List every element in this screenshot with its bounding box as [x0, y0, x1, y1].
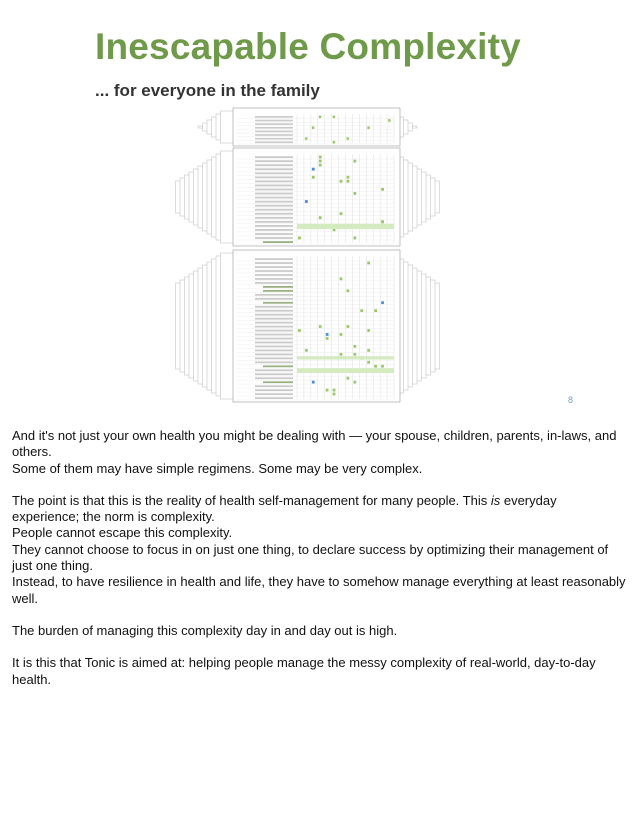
regimen-charts-figure [175, 104, 440, 406]
speaker-notes [12, 428, 626, 688]
notes-paragraph: The point is that this is the reality of health self-management for many people. This is everyday experience; the norm is complexity. [12, 492, 557, 525]
notes-paragraph: Instead, to have resilience in health and life, they have to somehow manage everything at least reasonably well. [12, 574, 626, 606]
emphasis: is [490, 492, 501, 508]
chart-panel-middle [176, 148, 440, 246]
page-number: 8 [568, 395, 574, 405]
notes-paragraph: The burden of managing this complexity day in and day out is high. [12, 622, 398, 638]
notes-paragraph: They cannot choose to focus in on just one thing, to declare success by optimizing their management of just one thing. [12, 541, 609, 574]
slide-subtitle: ... for everyone in the family [95, 81, 320, 100]
chart-panel-bottom [176, 250, 440, 402]
notes-paragraph: And it's not just your own health you might be dealing with — your spouse, children, parents, in-laws, and others. [12, 428, 617, 460]
notes-paragraph: People cannot escape this complexity. [12, 525, 233, 541]
chart-panel-top [198, 108, 417, 146]
slide-title: Inescapable Complexity [95, 26, 521, 67]
notes-paragraph: It is this that Tonic is aimed at: helping people manage the messy complexity of real-world, day-to-day health. [12, 655, 596, 687]
notes-paragraph: Some of them may have simple regimens. Some may be very complex. [12, 460, 423, 476]
